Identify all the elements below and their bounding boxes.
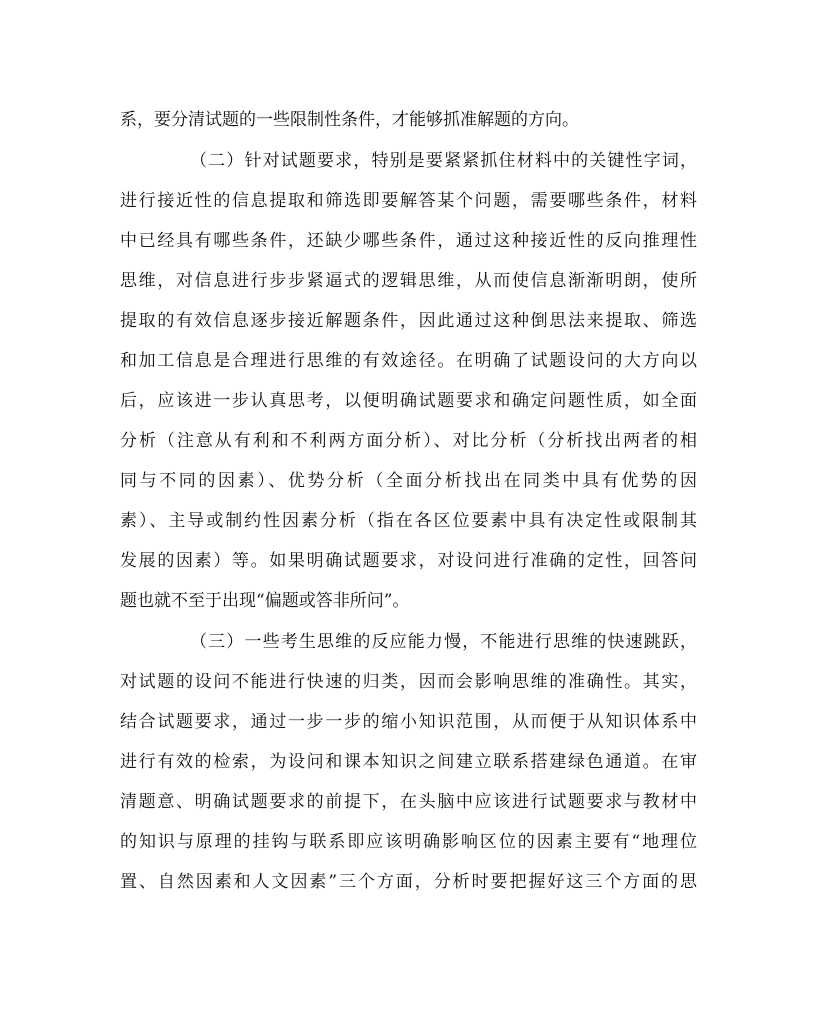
paragraph-line: 后，应该进一步认真思考，以便明确试题要求和确定问题性质，如全面 (120, 391, 697, 411)
paragraph-line: 系，要分清试题的一些限制性条件，才能够抓准解题的方向。 (120, 110, 579, 130)
paragraph-line: 对试题的设问不能进行快速的归类，因而会影响思维的准确性。其实， (120, 672, 697, 692)
paragraph-line: 思维，对信息进行步步紧逼式的逻辑思维，从而使信息渐渐明朗，使所 (120, 271, 697, 291)
paragraph-line: 题也就不至于出现“偏题或答非所问”。 (120, 591, 410, 611)
paragraph-line: 的知识与原理的挂钩与联系即应该明确影响区位的因素主要有“地理位 (120, 832, 697, 852)
paragraph-line: 置、自然因素和人文因素”三个方面，分析时要把握好这三个方面的思 (120, 872, 697, 892)
paragraph-line: 提取的有效信息逐步接近解题条件，因此通过这种倒思法来提取、筛选 (120, 311, 697, 331)
paragraph-line: 素）、主导或制约性因素分析（指在各区位要素中具有决定性或限制其 (120, 511, 697, 531)
paragraph-line: 发展的因素）等。如果明确试题要求，对设问进行准确的定性，回答问 (120, 551, 697, 571)
paragraph-line: 进行有效的检索，为设问和课本知识之间建立联系搭建绿色通道。在审 (120, 752, 697, 772)
paragraph-line: 中已经具有哪些条件，还缺少哪些条件，通过这种接近性的反向推理性 (120, 231, 697, 251)
paragraph-line: 分析（注意从有利和不利两方面分析）、对比分析（分析找出两者的相 (120, 431, 697, 451)
section-heading-line: （三）一些考生思维的反应能力慢，不能进行思维的快速跳跃， (190, 632, 697, 652)
paragraph-line: 和加工信息是合理进行思维的有效途径。在明确了试题设问的大方向以 (120, 351, 697, 371)
paragraph-line: 同与不同的因素）、优势分析（全面分析找出在同类中具有优势的因 (120, 471, 697, 491)
paragraph-line: 清题意、明确试题要求的前提下，在头脑中应该进行试题要求与教材中 (120, 792, 697, 812)
section-heading-line: （二）针对试题要求，特别是要紧紧抓住材料中的关键性字词， (190, 151, 697, 171)
paragraph-line: 结合试题要求，通过一步一步的缩小知识范围，从而便于从知识体系中 (120, 712, 697, 732)
paragraph-line: 进行接近性的信息提取和筛选即要解答某个问题，需要哪些条件，材料 (120, 191, 697, 211)
